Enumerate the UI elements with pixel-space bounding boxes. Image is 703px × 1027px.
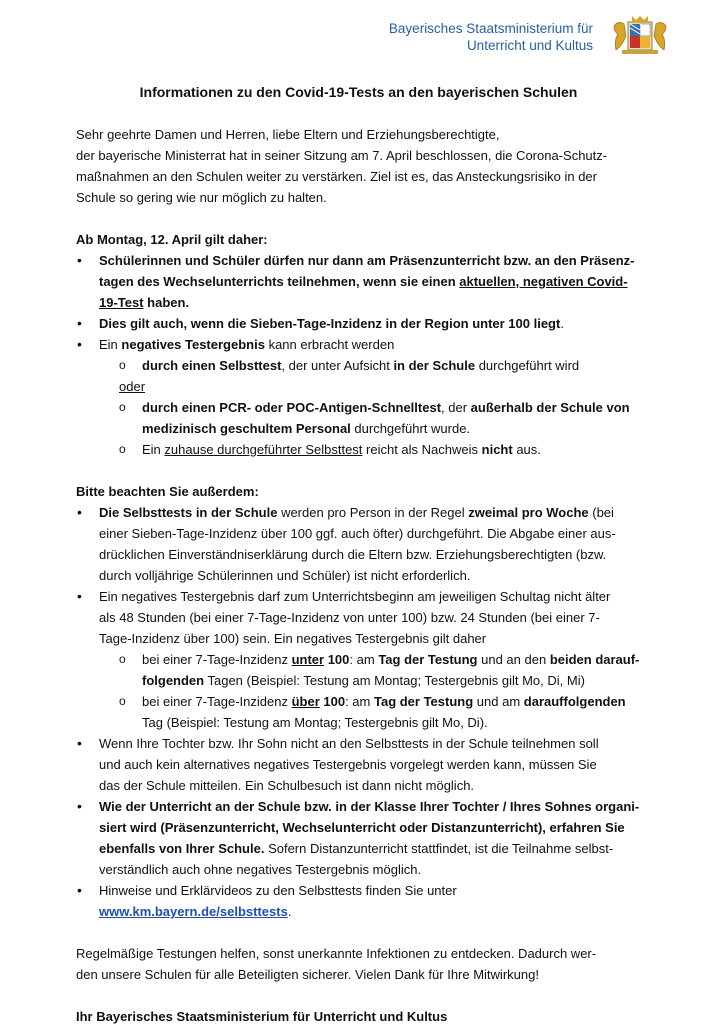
section-heading: Ab Montag, 12. April gilt daher: bbox=[76, 232, 268, 247]
signature: Ihr Bayerisches Staatsministerium für Unterricht und Kultus bbox=[76, 1009, 448, 1024]
closing-line: Regelmäßige Testungen helfen, sonst unerkannte Infektionen zu entdecken. Dadurch wer- bbox=[76, 946, 597, 961]
selbsttests-link[interactable]: www.km.bayern.de/selbsttests bbox=[99, 904, 288, 919]
bavarian-coat-of-arms-icon bbox=[612, 16, 668, 56]
intro-line: maßnahmen an den Schulen weiter zu verstärken. Ziel ist es, das Ansteckungsrisiko in der bbox=[76, 169, 597, 184]
letter-body bbox=[76, 84, 641, 1027]
list-item: • Schülerinnen und Schüler dürfen nur dann am Präsenzunterricht bzw. an den Präsenz- tagen des Wechselunterrichts teilnehmen, wenn sie einen aktuellen, negativen Covid- 19-Test haben. bbox=[76, 250, 641, 313]
page-title: Informationen zu den Covid-19-Tests an den bayerischen Schulen bbox=[139, 84, 578, 100]
intro-line: Schule so gering wie nur möglich zu halten. bbox=[76, 190, 327, 205]
ministry-name-line2: Unterricht und Kultus bbox=[466, 38, 593, 53]
ministry-name-line1: Bayerisches Staatsministerium für bbox=[388, 21, 593, 36]
list-item: • Dies gilt auch, wenn die Sieben-Tage-Inzidenz in der Region unter 100 liegt. bbox=[76, 313, 641, 334]
sub-list-item: o bei einer 7-Tage-Inzidenz über 100: am Tag der Testung und am darauffolgenden Tag (Beispiel: Testung am Montag; Testergebnis gilt Mo, Di). bbox=[76, 691, 641, 733]
sub-list-item: o Ein zuhause durchgeführter Selbsttest reicht als Nachweis nicht aus. bbox=[76, 439, 641, 460]
sub-list-item: o durch einen PCR- oder POC-Antigen-Schnelltest, der außerhalb der Schule von medizinisch geschultem Personal durchgeführt wurde. bbox=[76, 397, 641, 439]
section-heading: Bitte beachten Sie außerdem: bbox=[76, 484, 259, 499]
closing-line: den unsere Schulen für alle Beteiligten sicherer. Vielen Dank für Ihre Mitwirkung! bbox=[76, 967, 539, 982]
list-item: • Hinweise und Erklärvideos zu den Selbsttests finden Sie unter www.km.bayern.de/selbsttests. bbox=[76, 880, 641, 922]
ministry-header bbox=[389, 20, 593, 54]
list-item: • Ein negatives Testergebnis darf zum Unterrichtsbeginn am jeweiligen Schultag nicht älter als 48 Stunden (bei einer 7-Tage-Inzidenz von unter 100) bzw. 24 Stunden (bei einer 7- Tage-Inzidenz über 100) sein. Ein negatives Testergebnis gilt daher bbox=[76, 586, 641, 649]
intro-line: Sehr geehrte Damen und Herren, liebe Eltern und Erziehungsberechtigte, bbox=[76, 127, 500, 142]
list-item: • Wie der Unterricht an der Schule bzw. in der Klasse Ihrer Tochter / Ihres Sohnes organi- siert wird (Präsenzunterricht, Wechselunterricht oder Distanzunterricht), erfahren Sie ebenfalls von Ihrer Schule. Sofern Distanzunterricht stattfindet, ist die Teilnahme selbst- verständlich auch ohne negatives Testergebnis möglich. bbox=[76, 796, 641, 880]
intro-line: der bayerische Ministerrat hat in seiner Sitzung am 7. April beschlossen, die Corona-Schutz- bbox=[76, 148, 608, 163]
list-item: • Wenn Ihre Tochter bzw. Ihr Sohn nicht an den Selbsttests in der Schule teilnehmen soll und auch kein alternatives negatives Testergebnis vorgelegt werden kann, müssen Sie das der Schule mitteilen. Ein Schulbesuch ist dann nicht möglich. bbox=[76, 733, 641, 796]
list-item: • Ein negatives Testergebnis kann erbracht werden bbox=[76, 334, 641, 355]
list-item: • Die Selbsttests in der Schule werden pro Person in der Regel zweimal pro Woche (bei einer Sieben-Tage-Inzidenz über 100 ggf. auch öfter) durchgeführt. Die Abgabe einer aus- drücklichen Einverständniserklärung durch die Eltern bzw. Erziehungsberechtigten (bzw. durch volljährige Schülerinnen und Schüler) ist nicht erforderlich. bbox=[76, 502, 641, 586]
sub-list-item: o durch einen Selbsttest, der unter Aufsicht in der Schule durchgeführt wird bbox=[76, 355, 641, 376]
sub-list-item: o bei einer 7-Tage-Inzidenz unter 100: am Tag der Testung und an den beiden darauf- folgenden Tagen (Beispiel: Testung am Montag; Testergebnis gilt Mo, Di, Mi) bbox=[76, 649, 641, 691]
or-separator: oder bbox=[119, 379, 146, 394]
